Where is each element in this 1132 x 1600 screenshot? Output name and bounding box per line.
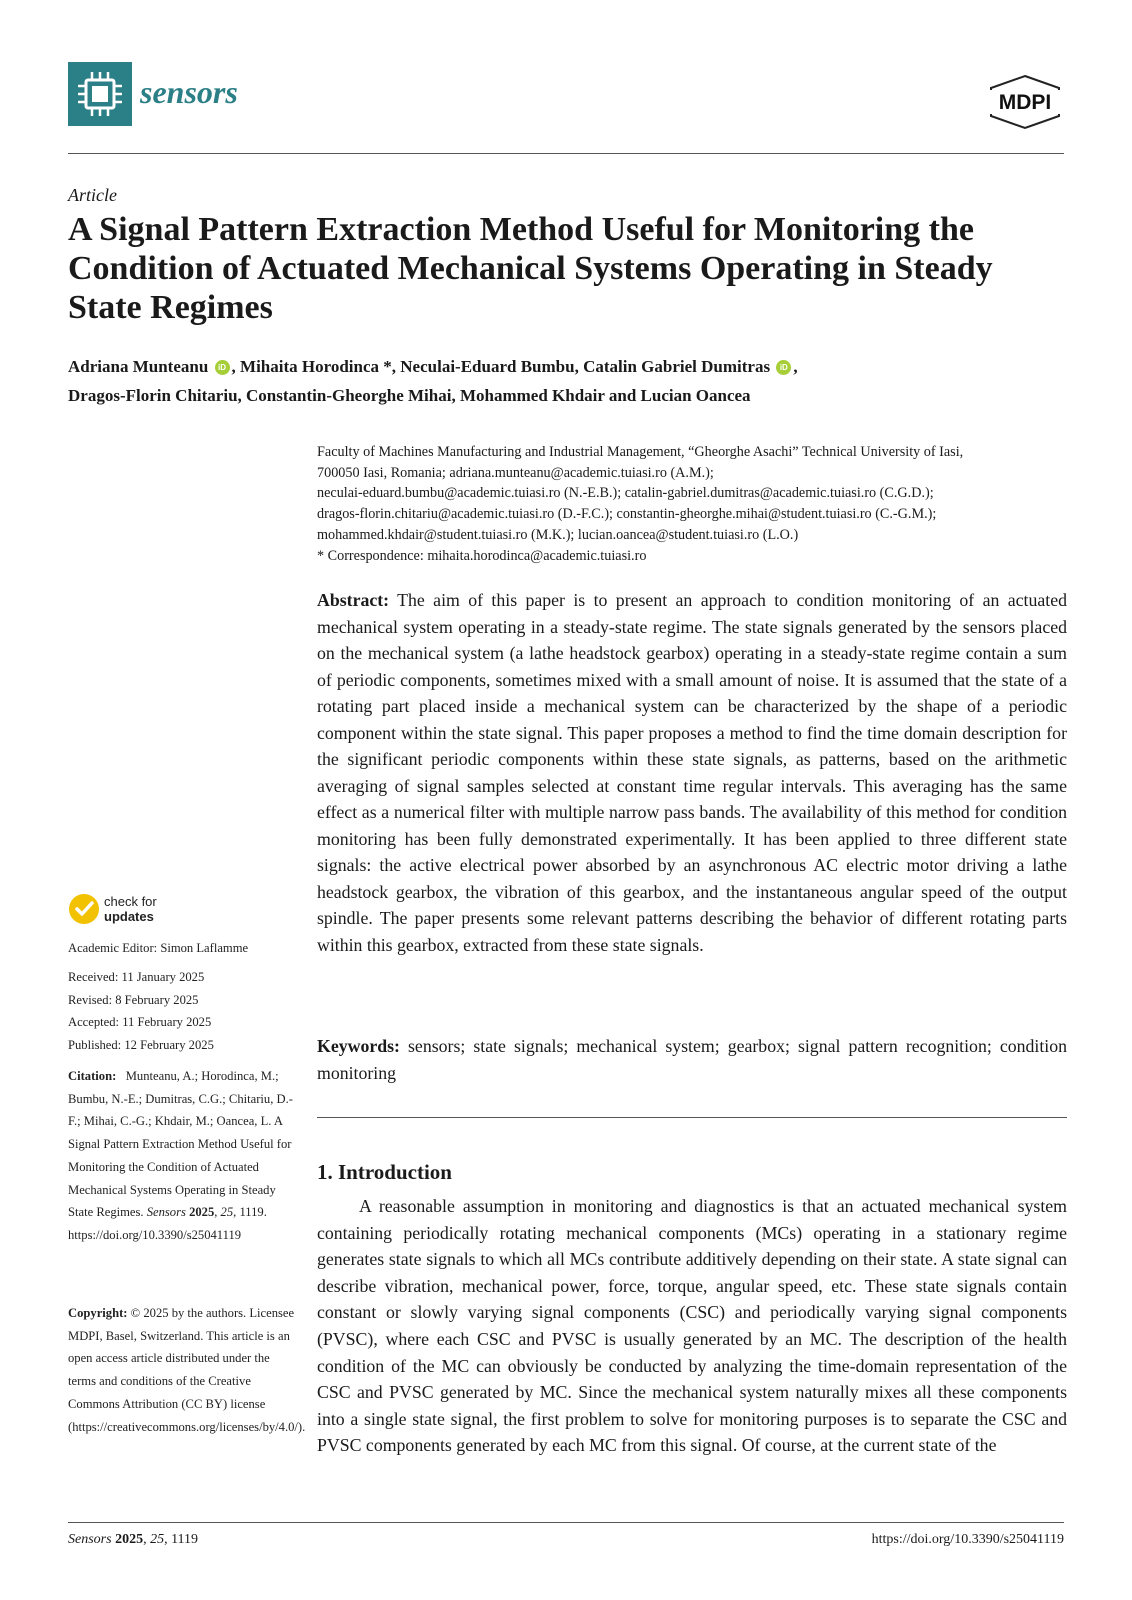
orcid-icon[interactable]: iD xyxy=(776,360,791,375)
footer-citation: Sensors 2025, 25, 1119 xyxy=(68,1532,199,1547)
mdpi-logo-icon xyxy=(984,74,1066,130)
section-heading: 1. Introduction xyxy=(317,1160,452,1184)
footer-article: , 1119 xyxy=(164,1532,199,1547)
author-name: Adriana Munteanu xyxy=(68,357,209,376)
keywords xyxy=(317,1033,1067,1086)
updates-text: updates xyxy=(104,909,154,924)
affiliation-line: neculai-eduard.bumbu@academic.tuiasi.ro (N.-E.B.); catalin-gabriel.dumitras@academic.tuiasi.ro (C.G.D.); xyxy=(317,485,934,502)
paper-title: A Signal Pattern Extraction Method Useful for Monitoring the Condition of Actuated Mechanical Systems Operating in Steady State Regimes xyxy=(68,211,993,326)
academic-editor: Academic Editor: Simon Laflamme xyxy=(68,941,249,955)
journal-name[interactable]: sensors xyxy=(140,74,238,110)
article-type: Article xyxy=(68,185,117,205)
intro-paragraph: A reasonable assumption in monitoring and diagnostics is that an actuated mechanical system containing periodically rotating mechanical components (MCs) operating in a stationary regime generates state signals to which all MCs contribute additively depending on their state. A state signal can describe vibration, mechanical power, force, torque, angular speed, etc. These state signals contain constant or slowly varying signal components (CSC) and periodically varying signal components (PVSC), where each CSC and PVSC is usually generated by an MC. The description of the health condition of the MC can obviously be conducted by analyzing the time-domain representation of the CSC and PVSC generated by MC. Since the mechanical system naturally mixes all these components into a single state signal, the first problem to solve for monitoring purposes is to separate the CSC and PVSC components generated by each MC from this signal. Of course, at the current state of the xyxy=(317,1196,1067,1456)
citation-text: Munteanu, A.; Horodinca, M.; Bumbu, N.-E.; Dumitras, C.G.; Chitariu, D.-F.; Mihai, C.-G.; Khdair, M.; Oancea, L. A Signal Pattern Extraction Method Useful for Monitoring the Condition of Actuated Mechanical Systems Operating in Steady State Regimes. xyxy=(68,1069,293,1220)
received-date: Received: 11 January 2025 xyxy=(68,970,205,984)
abstract-text: The aim of this paper is to present an approach to condition monitoring of an actuated mechanical system operating in a steady-state regime. The state signals generated by the sensors placed on the mechanical system (a lathe headstock gearbox) operating in a steady-state regime contain a sum of periodic components, sometimes mixed with a small amount of noise. It is assumed that the state of a rotating part placed inside a mechanical system can be characterized by the shape of a periodic component within the state signal. This paper proposes a method to find the time domain description for the significant periodic components within these state signals, as patterns, based on the arithmetic averaging of signal samples selected at constant time regular intervals. This averaging has the same effect as a numerical filter with multiple narrow pass bands. The availability of this method for condition monitoring has been fully demonstrated experimentally. It has been applied to three different state signals: the active electrical power absorbed by an asynchronous AC electric motor driving a lathe headstock gearbox, the vibration of this gearbox, and the instantaneous angular speed of the output spindle. The paper presents some relevant patterns describing the behavior of different rotating parts within this gearbox, extracted from these state signals. xyxy=(317,590,1067,955)
publisher-logo[interactable] xyxy=(984,74,1066,135)
section-body xyxy=(317,1193,1067,1459)
header-divider xyxy=(68,153,1064,154)
footer-volume: 25 xyxy=(150,1532,165,1547)
accepted-date: Accepted: 11 February 2025 xyxy=(68,1015,212,1030)
author-list xyxy=(68,352,1028,410)
author-line-1: Adriana Munteanu iD , Mihaita Horodinca *, Neculai-Eduard Bumbu, Catalin Gabriel Dumitras iD , xyxy=(68,357,798,376)
check-for-updates-badge[interactable] xyxy=(68,893,100,930)
citation-label: Citation: xyxy=(68,1069,117,1083)
abstract-label: Abstract: xyxy=(317,590,390,610)
author-name: Neculai-Eduard Bumbu xyxy=(400,357,575,376)
journal-logo[interactable] xyxy=(68,62,132,126)
citation: Citation: Munteanu, A.; Horodinca, M.; Bumbu, N.-E.; Dumitras, C.G.; Chitariu, D.-F.; Mihai, C.-G.; Khdair, M.; Oancea, L. A Signal Pattern Extraction Method Useful for Monitoring the Condition of Actuated Mechanical Systems Operating in Steady State Regimes. Sensors 2025, 25, 1119. https://doi.org/10.3390/s25041119 xyxy=(68,1069,293,1242)
sensor-chip-icon xyxy=(68,62,132,126)
check-for-updates-label[interactable] xyxy=(104,894,157,924)
citation-year: 2025 xyxy=(189,1205,215,1220)
footer-year: 2025 xyxy=(115,1532,144,1547)
publication-dates xyxy=(68,966,298,1057)
footer-doi-link[interactable]: https://doi.org/10.3390/s25041119 xyxy=(871,1532,1064,1547)
affiliation-line: mohammed.khdair@student.tuiasi.ro (M.K.); lucian.oancea@student.tuiasi.ro (L.O.) xyxy=(317,526,799,543)
footer-divider xyxy=(68,1522,1064,1523)
footer-journal: Sensors xyxy=(68,1532,112,1547)
affiliation-line: Faculty of Machines Manufacturing and Industrial Management, “Gheorghe Asachi” Technical University of Iasi, xyxy=(317,444,964,460)
affiliation-line: dragos-florin.chitariu@academic.tuiasi.ro (D.-F.C.); constantin-gheorghe.mihai@student.tuiasi.ro (C.-G.M.); xyxy=(317,506,937,523)
check-for-text: check for xyxy=(104,894,157,909)
affiliation-line: 700050 Iasi, Romania; adriana.munteanu@academic.tuiasi.ro (A.M.); xyxy=(317,464,714,481)
citation-doi[interactable]: , 1119. https://doi.org/10.3390/s25041119 xyxy=(68,1205,267,1242)
published-date: Published: 12 February 2025 xyxy=(68,1038,214,1053)
affiliations xyxy=(317,442,1067,566)
orcid-icon[interactable]: iD xyxy=(215,360,230,375)
check-updates-icon xyxy=(68,893,100,925)
keywords-text: sensors; state signals; mechanical system; gearbox; signal pattern recognition; condition monitoring xyxy=(317,1036,1067,1083)
citation-volume: 25 xyxy=(220,1205,234,1220)
copyright-label: Copyright: xyxy=(68,1306,128,1320)
author-name: Catalin Gabriel Dumitras xyxy=(583,357,771,376)
copyright xyxy=(68,1302,306,1438)
author-line-2: Dragos-Florin Chitariu, Constantin-Gheorghe Mihai, Mohammed Khdair and Lucian Oancea xyxy=(68,386,751,405)
correspondence: * Correspondence: mihaita.horodinca@academic.tuiasi.ro xyxy=(317,547,647,564)
publisher-name: MDPI xyxy=(998,91,1052,114)
author-name: Mihaita Horodinca * xyxy=(240,357,392,376)
copyright-text: © 2025 by the authors. Licensee MDPI, Basel, Switzerland. This article is an open access article distributed under the terms and conditions of the Creative Commons Attribution (CC BY) license (https://creativecommons.org/licenses/by/4.0/). xyxy=(68,1306,306,1434)
keywords-label: Keywords: xyxy=(317,1036,400,1056)
revised-date: Revised: 8 February 2025 xyxy=(68,992,199,1007)
abstract xyxy=(317,587,1067,958)
abstract-divider xyxy=(317,1117,1067,1118)
citation-journal: Sensors xyxy=(146,1205,186,1220)
